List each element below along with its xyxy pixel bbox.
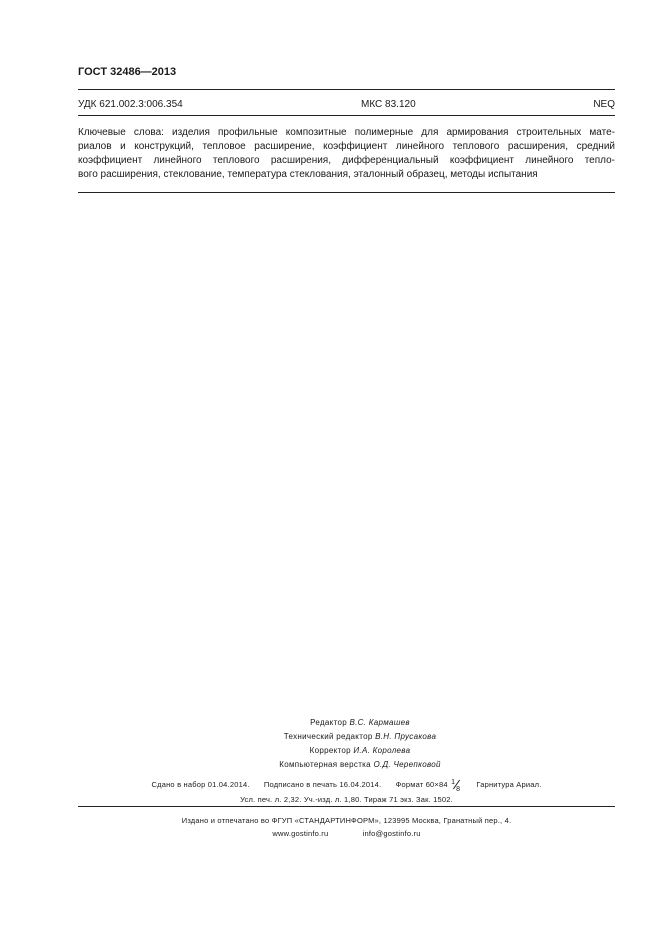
publisher-email[interactable]: info@gostinfo.ru: [362, 829, 421, 838]
publisher-line: Издано и отпечатано во ФГУП «СТАНДАРТИНФОРМ», 123995 Москва, Гранатный пер., 4.: [181, 816, 512, 825]
layout-label: Компьютерная верстка: [279, 760, 371, 769]
print-sheets: Усл. печ. л. 2,32.: [240, 795, 302, 804]
format-fraction-denominator: 8: [456, 786, 461, 794]
format-fraction-numerator: 1: [451, 779, 456, 787]
layout-name: О.Д. Черепковой: [373, 760, 441, 769]
layout-line: [180, 758, 540, 772]
typeset-date: Сдано в набор 01.04.2014.: [151, 780, 250, 789]
keywords-line: риалов и конструкций, тепловое расширение, коэффициент линейного теплового расширения, средний: [78, 141, 615, 152]
meta-rule: [78, 115, 615, 116]
mks-code: МКС 83.120: [361, 99, 416, 110]
editor-label: Редактор: [310, 718, 347, 727]
publishing-sheets: Уч.-изд. л. 1,80.: [303, 795, 362, 804]
keywords-line: Ключевые слова: изделия профильные композитные полимерные для армирования строительных мате-: [78, 127, 615, 138]
keywords-line: коэффициент линейного теплового расширения, дифференциальный коэффициент линейного тепло-: [78, 155, 615, 166]
tech-editor-label: Технический редактор: [283, 732, 373, 741]
corrector-line: [180, 744, 540, 758]
print-info-line-2: [78, 794, 615, 806]
editor-name: В.С. Кармашев: [349, 718, 410, 727]
credits-block: [180, 716, 540, 772]
editor-line: [180, 716, 540, 730]
document-code: ГОСТ 32486—2013: [78, 66, 177, 78]
publisher-website[interactable]: www.gostinfo.ru: [272, 829, 329, 838]
keywords-line: вого расширения, стеклование, температура стеклования, эталонный образец, методы испытания: [78, 169, 538, 180]
udk-code: УДК 621.002.3:006.354: [78, 99, 183, 110]
keywords-rule: [78, 192, 615, 193]
tech-editor-line: [180, 730, 540, 744]
format-fraction: [450, 779, 462, 794]
signed-date: Подписано в печать 16.04.2014.: [263, 780, 382, 789]
publisher-contacts: [78, 828, 615, 840]
paper-format: Формат 60×84: [395, 780, 448, 789]
tech-editor-name: В.Н. Прусакова: [375, 732, 437, 741]
equivalence-degree: NEQ: [593, 99, 615, 110]
corrector-name: И.А. Королева: [353, 746, 411, 755]
print-run: Тираж 71 экз.: [364, 795, 414, 804]
keywords-block: [78, 126, 615, 182]
publisher-rule: [78, 806, 615, 807]
corrector-label: Корректор: [309, 746, 351, 755]
order-number: Зак. 1502.: [415, 795, 453, 804]
header-rule: [78, 89, 615, 90]
typeface-info: Гарнитура Ариал.: [476, 780, 542, 789]
print-info-line-1: [78, 779, 615, 794]
